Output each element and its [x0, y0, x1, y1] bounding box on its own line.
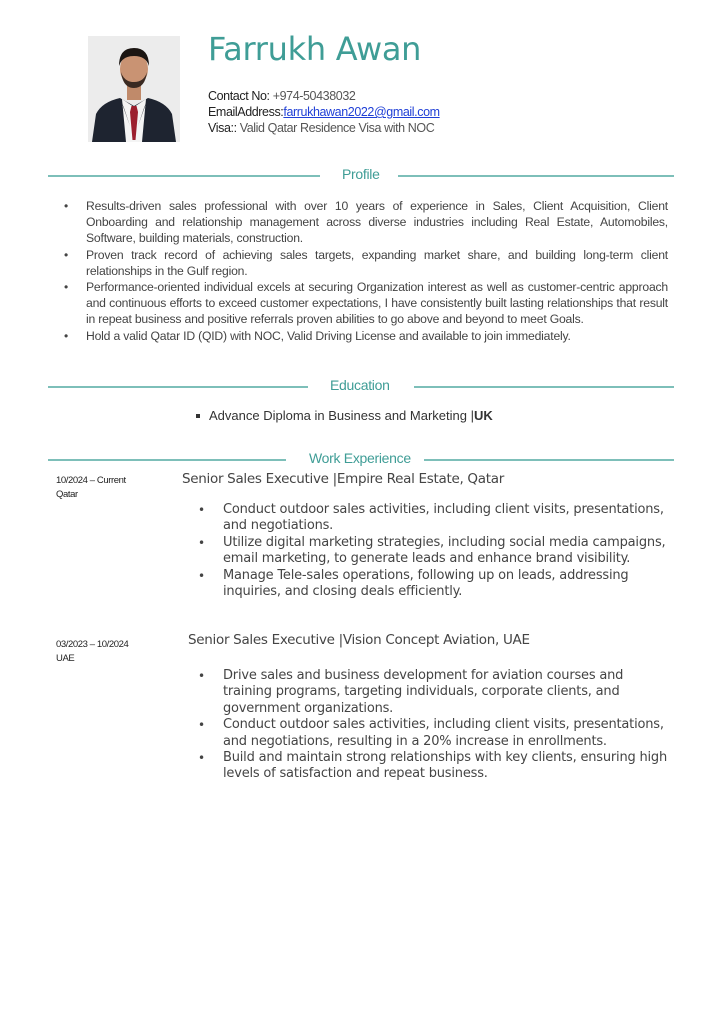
job-duties — [198, 668, 668, 783]
work-title: Work Experience — [309, 450, 411, 466]
job-dates: 10/2024 – Current — [56, 475, 126, 486]
education-country: UK — [473, 408, 493, 423]
visa-label: Visa:: — [208, 121, 240, 135]
education-item — [196, 408, 493, 423]
profile-item: • Hold a valid Qatar ID (QID) with NOC, Valid Driving License and available to join immediately. — [64, 328, 668, 344]
education-title: Education — [330, 377, 390, 393]
job-duty: • Utilize digital marketing strategies, including social media campaigns, email marketing, to generate leads and enhance brand visibility. — [198, 535, 668, 568]
candidate-name: Farrukh Awan — [208, 30, 422, 68]
profile-list — [64, 198, 668, 344]
divider-line — [48, 175, 320, 177]
visa-value: Valid Qatar Residence Visa with NOC — [239, 121, 435, 135]
divider-line — [48, 459, 286, 461]
job-duty: • Drive sales and business development for aviation courses and training programs, targeting individuals, corporate clients, and government organizations. — [198, 668, 668, 717]
profile-item: • Proven track record of achieving sales targets, expanding market share, and building long-term client relationships in the Gulf region. — [64, 247, 668, 279]
profile-title: Profile — [342, 166, 380, 182]
job-duty: • Conduct outdoor sales activities, including client visits, presentations, and negotiations. — [198, 502, 668, 535]
job-duty: • Conduct outdoor sales activities, including client visits, presentations, and negotiations, resulting in a 20% increase in enrollments. — [198, 717, 668, 750]
bullet-square-icon — [196, 414, 200, 418]
education-degree: Advance Diploma in Business and Marketing | — [209, 408, 474, 423]
profile-photo — [88, 36, 180, 142]
job-period — [56, 474, 126, 502]
job-period — [56, 638, 128, 666]
job-duty: • Build and maintain strong relationships with key clients, ensuring high levels of satisfaction and repeat business. — [198, 750, 668, 783]
profile-item: • Results-driven sales professional with over 10 years of experience in Sales, Client Acquisition, Client Onboarding and relationship management across diverse industries including Real Estate, Automobiles, Software, building materials, construction. — [64, 198, 668, 247]
divider-line — [48, 386, 308, 388]
job-title: Senior Sales Executive |Vision Concept Aviation, UAE — [188, 632, 530, 648]
job-location: Qatar — [56, 489, 78, 500]
job-dates: 03/2023 – 10/2024 — [56, 639, 129, 650]
email-label: EmailAddress: — [208, 105, 284, 119]
work-section-header — [48, 450, 674, 470]
email-address — [208, 105, 440, 119]
profile-item: • Performance-oriented individual excels at securing Organization interest as well as customer-centric approach and continuous efforts to exceed customer expectations, I have consistently built lasting relationships that result in repeat business and positive referrals proven abilities to go above and beyond to meet Goals. — [64, 279, 668, 328]
job-duty: • Manage Tele-sales operations, following up on leads, addressing inquiries, and closing deals efficiently. — [198, 568, 668, 601]
job-title: Senior Sales Executive |Empire Real Estate, Qatar — [182, 471, 504, 487]
contact-value: +974-50438032 — [272, 89, 356, 103]
divider-line — [414, 386, 674, 388]
divider-line — [424, 459, 674, 461]
visa-status — [208, 121, 434, 135]
job-location: UAE — [56, 653, 75, 664]
education-section-header — [48, 377, 674, 397]
job-duties — [198, 502, 668, 600]
divider-line — [398, 175, 674, 177]
contact-label: Contact No: — [208, 89, 273, 103]
email-link[interactable]: farrukhawan2022@gmail.com — [283, 105, 440, 119]
contact-number — [208, 89, 355, 103]
profile-section-header — [48, 166, 674, 186]
